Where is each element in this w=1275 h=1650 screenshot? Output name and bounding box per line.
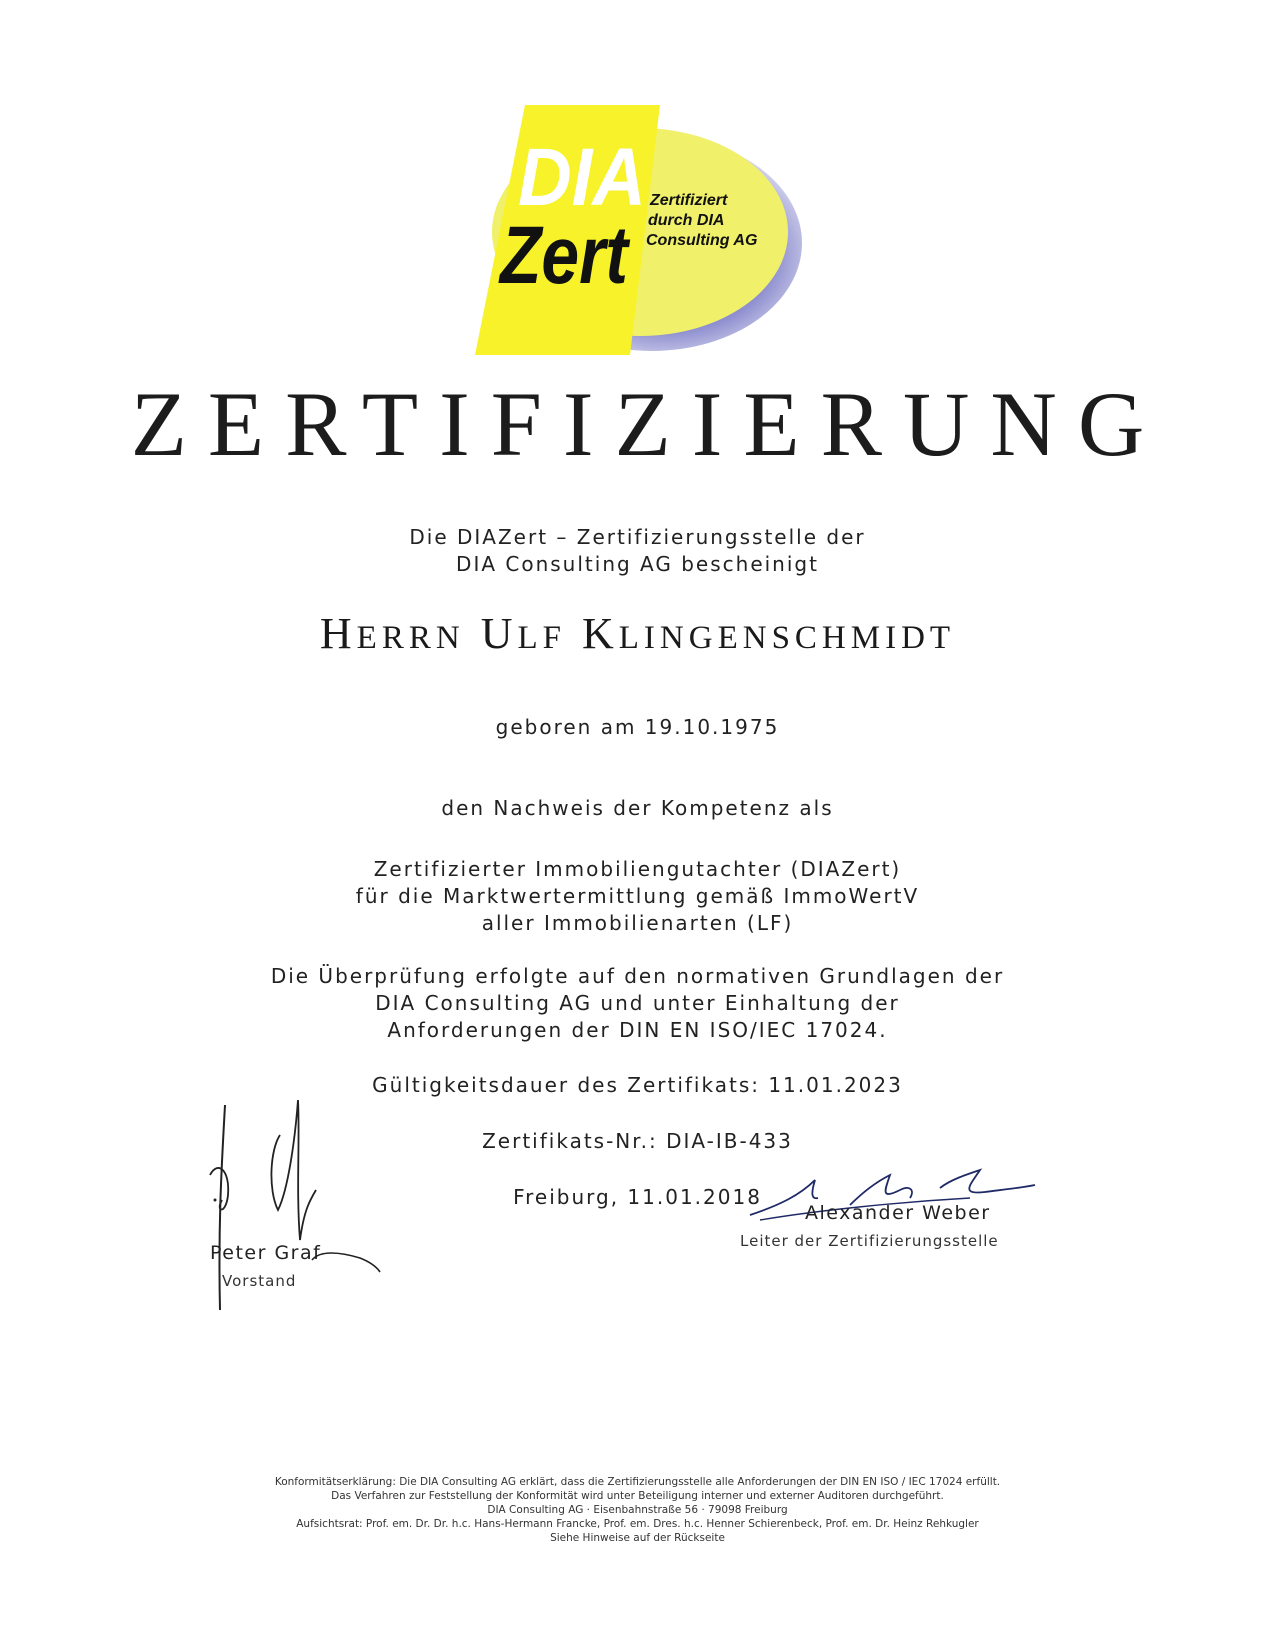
signatory-role: Leiter der Zertifizierungsstelle: [740, 1232, 999, 1250]
signatory-role: Vorstand: [222, 1272, 297, 1290]
recipient-name: [0, 609, 1275, 658]
validity: [0, 1072, 1275, 1099]
competence-line: Zertifizierter Immobiliengutachter (DIAZert): [373, 857, 902, 881]
logo-tagline-3: Consulting AG: [646, 232, 758, 249]
signatory-name: Peter Graf: [210, 1242, 322, 1264]
footer-legal: [0, 1475, 1275, 1545]
place-date: [0, 1184, 1275, 1211]
footer-line: Das Verfahren zur Feststellung der Konformität wird unter Beteiligung interner und externer Auditoren durchgeführt.: [331, 1490, 944, 1502]
certificate-number: [0, 1128, 1275, 1155]
competence-line: für die Marktwertermittlung gemäß ImmoWertV: [355, 884, 920, 908]
diazert-logo: [470, 105, 810, 355]
intro-line: Die DIAZert – Zertifizierungsstelle der: [409, 525, 866, 549]
certificate-title: ZERTIFIZIERUNG: [130, 373, 1166, 475]
recipient-salutation: HERRN: [319, 609, 465, 658]
signature-block-right: [740, 1160, 1060, 1270]
footer-line: Konformitätserklärung: Die DIA Consulting AG erklärt, dass die Zertifizierungsstelle alle Anforderungen der DIN EN ISO / IEC 17024 erfüllt.: [274, 1476, 1001, 1488]
recipient-last-name: KLINGENSCHMIDT: [581, 609, 956, 658]
review-statement: [0, 963, 1275, 1044]
footer-line: Siehe Hinweise auf der Rückseite: [550, 1532, 725, 1544]
review-line: DIA Consulting AG und unter Einhaltung der: [375, 991, 900, 1015]
diazert-logo-graphic: [470, 105, 810, 355]
place-date-line: Freiburg, 11.01.2018: [513, 1185, 762, 1209]
logo-zert-text: Zert: [498, 210, 632, 301]
intro-line: DIA Consulting AG bescheinigt: [456, 552, 819, 576]
logo-dia-text: DIA: [518, 132, 646, 223]
competence-title: [0, 856, 1275, 937]
logo-tagline-1: Zertifiziert: [650, 192, 728, 209]
validity-line: Gültigkeitsdauer des Zertifikats: 11.01.2023: [372, 1073, 903, 1097]
birth-line: geboren am 19.10.1975: [495, 715, 780, 739]
footer-line: Aufsichtsrat: Prof. em. Dr. Dr. h.c. Hans-Hermann Francke, Prof. em. Dres. h.c. Henner Schierenbeck, Prof. em. Dr. Heinz Rehkugler: [296, 1518, 979, 1530]
logo-tagline-2: durch DIA: [648, 212, 725, 229]
signatory-name: Alexander Weber: [805, 1202, 991, 1224]
certificate-number-line: Zertifikats-Nr.: DIA-IB-433: [482, 1129, 793, 1153]
intro-text: [0, 524, 1275, 578]
recipient-first-name: ULF: [480, 609, 566, 658]
competence-intro-line: den Nachweis der Kompetenz als: [441, 796, 834, 820]
competence-line: aller Immobilienarten (LF): [481, 911, 794, 935]
review-line: Die Überprüfung erfolgte auf den normativen Grundlagen der: [270, 964, 1005, 988]
signature-block-left: [200, 1100, 400, 1330]
review-line: Anforderungen der DIN EN ISO/IEC 17024.: [387, 1018, 888, 1042]
footer-line: DIA Consulting AG · Eisenbahnstraße 56 · 79098 Freiburg: [487, 1504, 788, 1516]
birth-date: [0, 714, 1275, 741]
handwritten-signature-graf: [200, 1100, 400, 1330]
competence-intro: [0, 795, 1275, 822]
